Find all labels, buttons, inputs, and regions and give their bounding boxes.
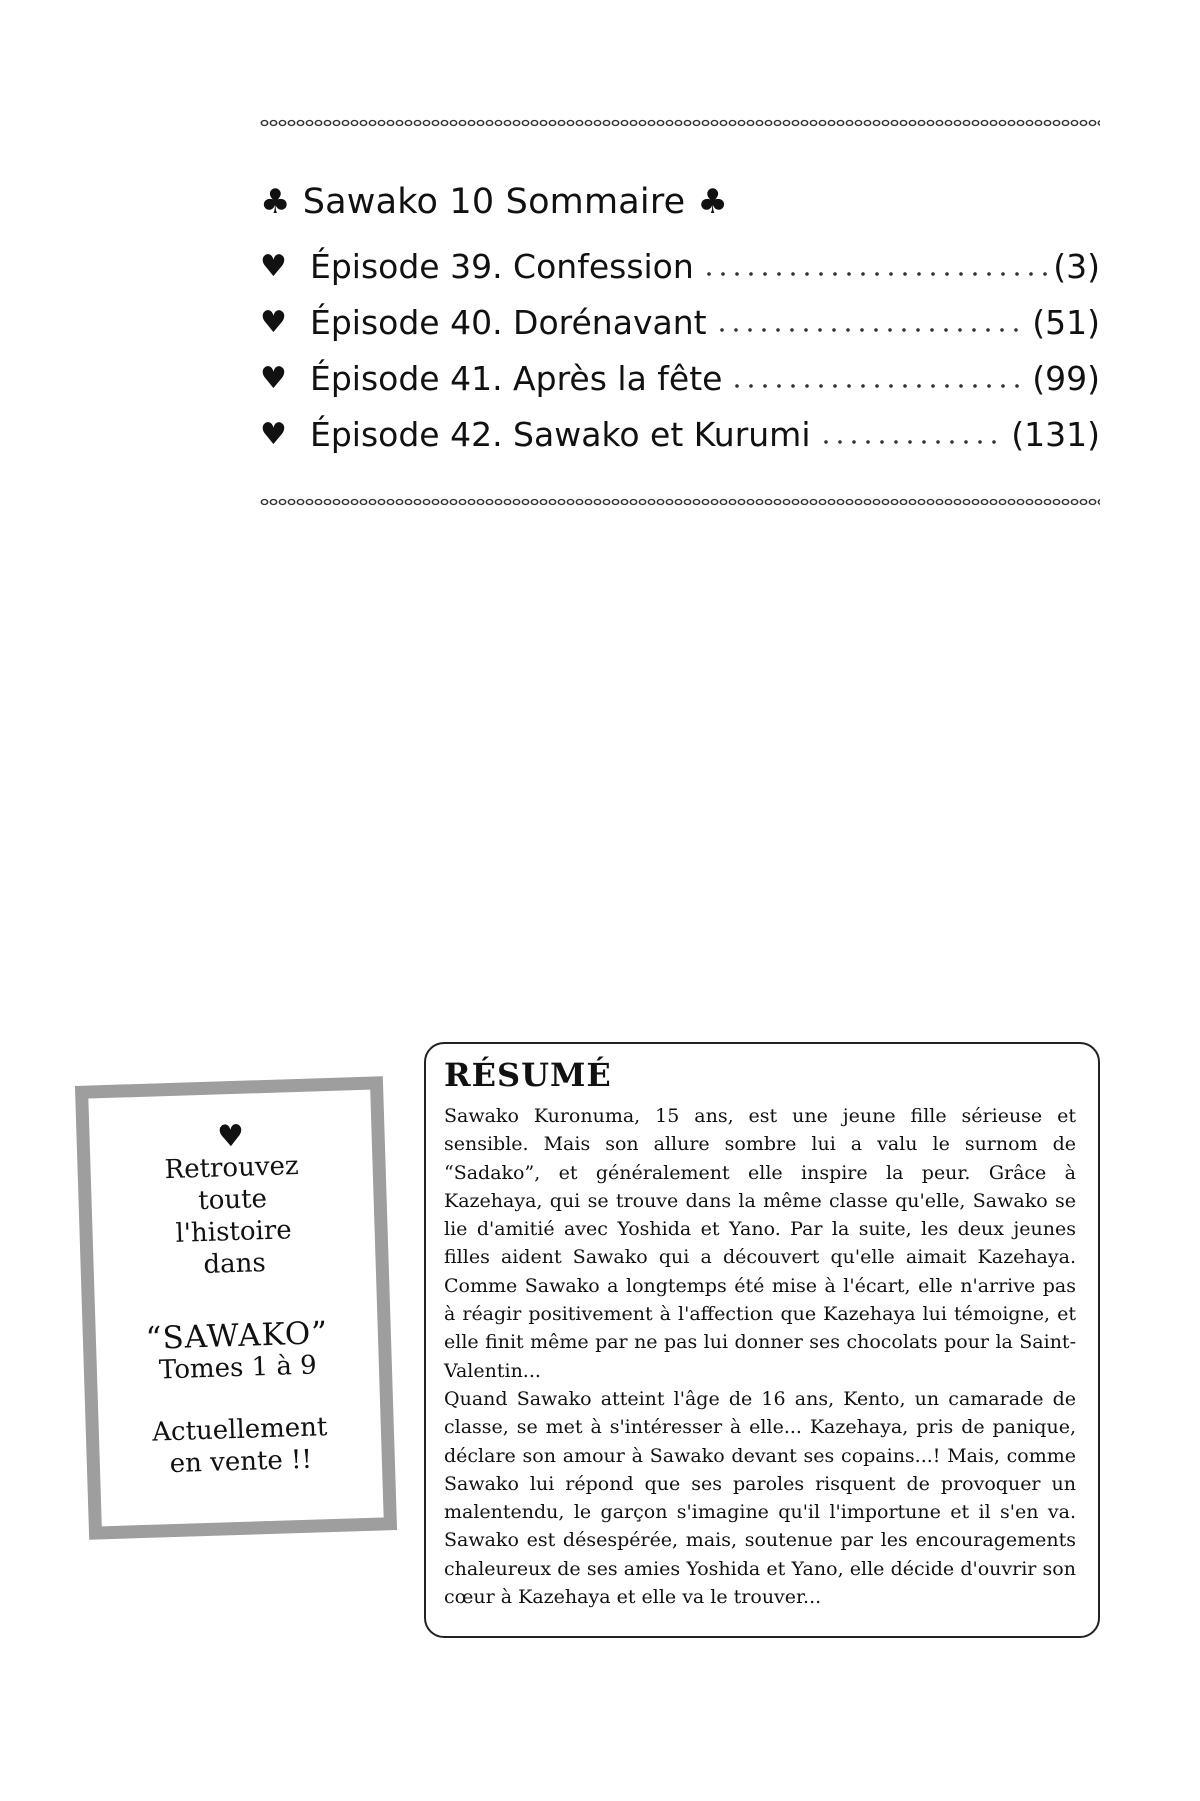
dot-leader: [819, 440, 1006, 444]
dot-leader: [715, 328, 1027, 332]
club-icon: ♣: [697, 182, 729, 222]
decorative-chain-border-top: [260, 116, 1100, 130]
toc-entry: [260, 406, 1100, 462]
heart-icon: ♥: [260, 360, 287, 396]
promo-line: toute: [197, 1183, 268, 1217]
heart-icon: ♥: [260, 248, 287, 284]
promo-volumes: Tomes 1 à 9: [158, 1350, 318, 1386]
toc-title-text: Sawako 10 Sommaire: [302, 182, 686, 222]
toc-entry-page: (51): [1032, 302, 1100, 342]
dot-leader: [702, 272, 1047, 276]
toc-entry: [260, 350, 1100, 406]
promo-line: l'histoire: [175, 1215, 293, 1249]
summary-paragraph: Quand Sawako atteint l'âge de 16 ans, Kento, un camarade de classe, se met à s'intéresser à elle... Kazehaya, pris de panique, déclare son amour à Sawako devant ses copains...! Mais, comme Sawako lui répond que ses paroles risquent de provoquer un malentendu, le garçon s'imagine qu'il l'importune et il s'en va. Sawako est désespérée, mais, soutenue par les encouragements chaleureux de ses amies Yoshida et Yano, elle décide d'ouvrir son cœur à Kazehaya et elle va le trouver...: [444, 1387, 1076, 1609]
summary-text: [444, 1102, 1076, 1611]
toc-entry-label: Épisode 42. Sawako et Kurumi: [310, 414, 811, 454]
summary-paragraph: Sawako Kuronuma, 15 ans, est une jeune fille sérieuse et sensible. Mais son allure sombre lui a valu le surnom de “Sadako”, et généralement elle inspire la peur. Grâce à Kazehaya, qui se trouve dans la même classe qu'elle, Sawako se lie d'amitié avec Yoshida et Yano. Par la suite, les deux jeunes filles aident Sawako qui a découvert qu'elle aimait Kazehaya. Comme Sawako a longtemps été mise à l'écart, elle n'arrive pas à réagir positivement à l'affection que Kazehaya lui témoigne, et elle finit même par ne pas lui donner ses chocolats pour la Saint-Valentin...: [444, 1105, 1076, 1382]
promo-box: [75, 1076, 397, 1539]
heart-icon: ♥: [260, 416, 287, 452]
toc-entry-page: (99): [1032, 358, 1100, 398]
promo-line: Retrouvez: [164, 1150, 300, 1186]
club-icon: ♣: [260, 182, 291, 222]
promo-series-title: “SAWAKO”: [145, 1315, 329, 1357]
decorative-chain-border-bottom: [260, 495, 1100, 509]
toc-title: [260, 172, 728, 232]
toc-entry-label: Épisode 41. Après la fête: [310, 358, 723, 398]
toc-entry-label: Épisode 40. Dorénavant: [310, 302, 707, 342]
toc-entry: [260, 238, 1100, 294]
heart-icon: ♥: [260, 304, 287, 340]
promo-status: en vente !!: [169, 1444, 313, 1480]
heart-icon: ♥: [216, 1118, 245, 1155]
toc-entry: [260, 294, 1100, 350]
toc-entry-page: (131): [1011, 414, 1100, 454]
promo-line: dans: [203, 1248, 267, 1280]
toc-entry-page: (3): [1053, 246, 1100, 286]
promo-status: Actuellement: [151, 1412, 328, 1448]
dot-leader: [730, 384, 1026, 388]
summary-box: [424, 1042, 1100, 1638]
toc-list: [260, 238, 1100, 462]
summary-title: RÉSUMÉ: [444, 1056, 612, 1094]
toc-entry-label: Épisode 39. Confession: [310, 246, 694, 286]
